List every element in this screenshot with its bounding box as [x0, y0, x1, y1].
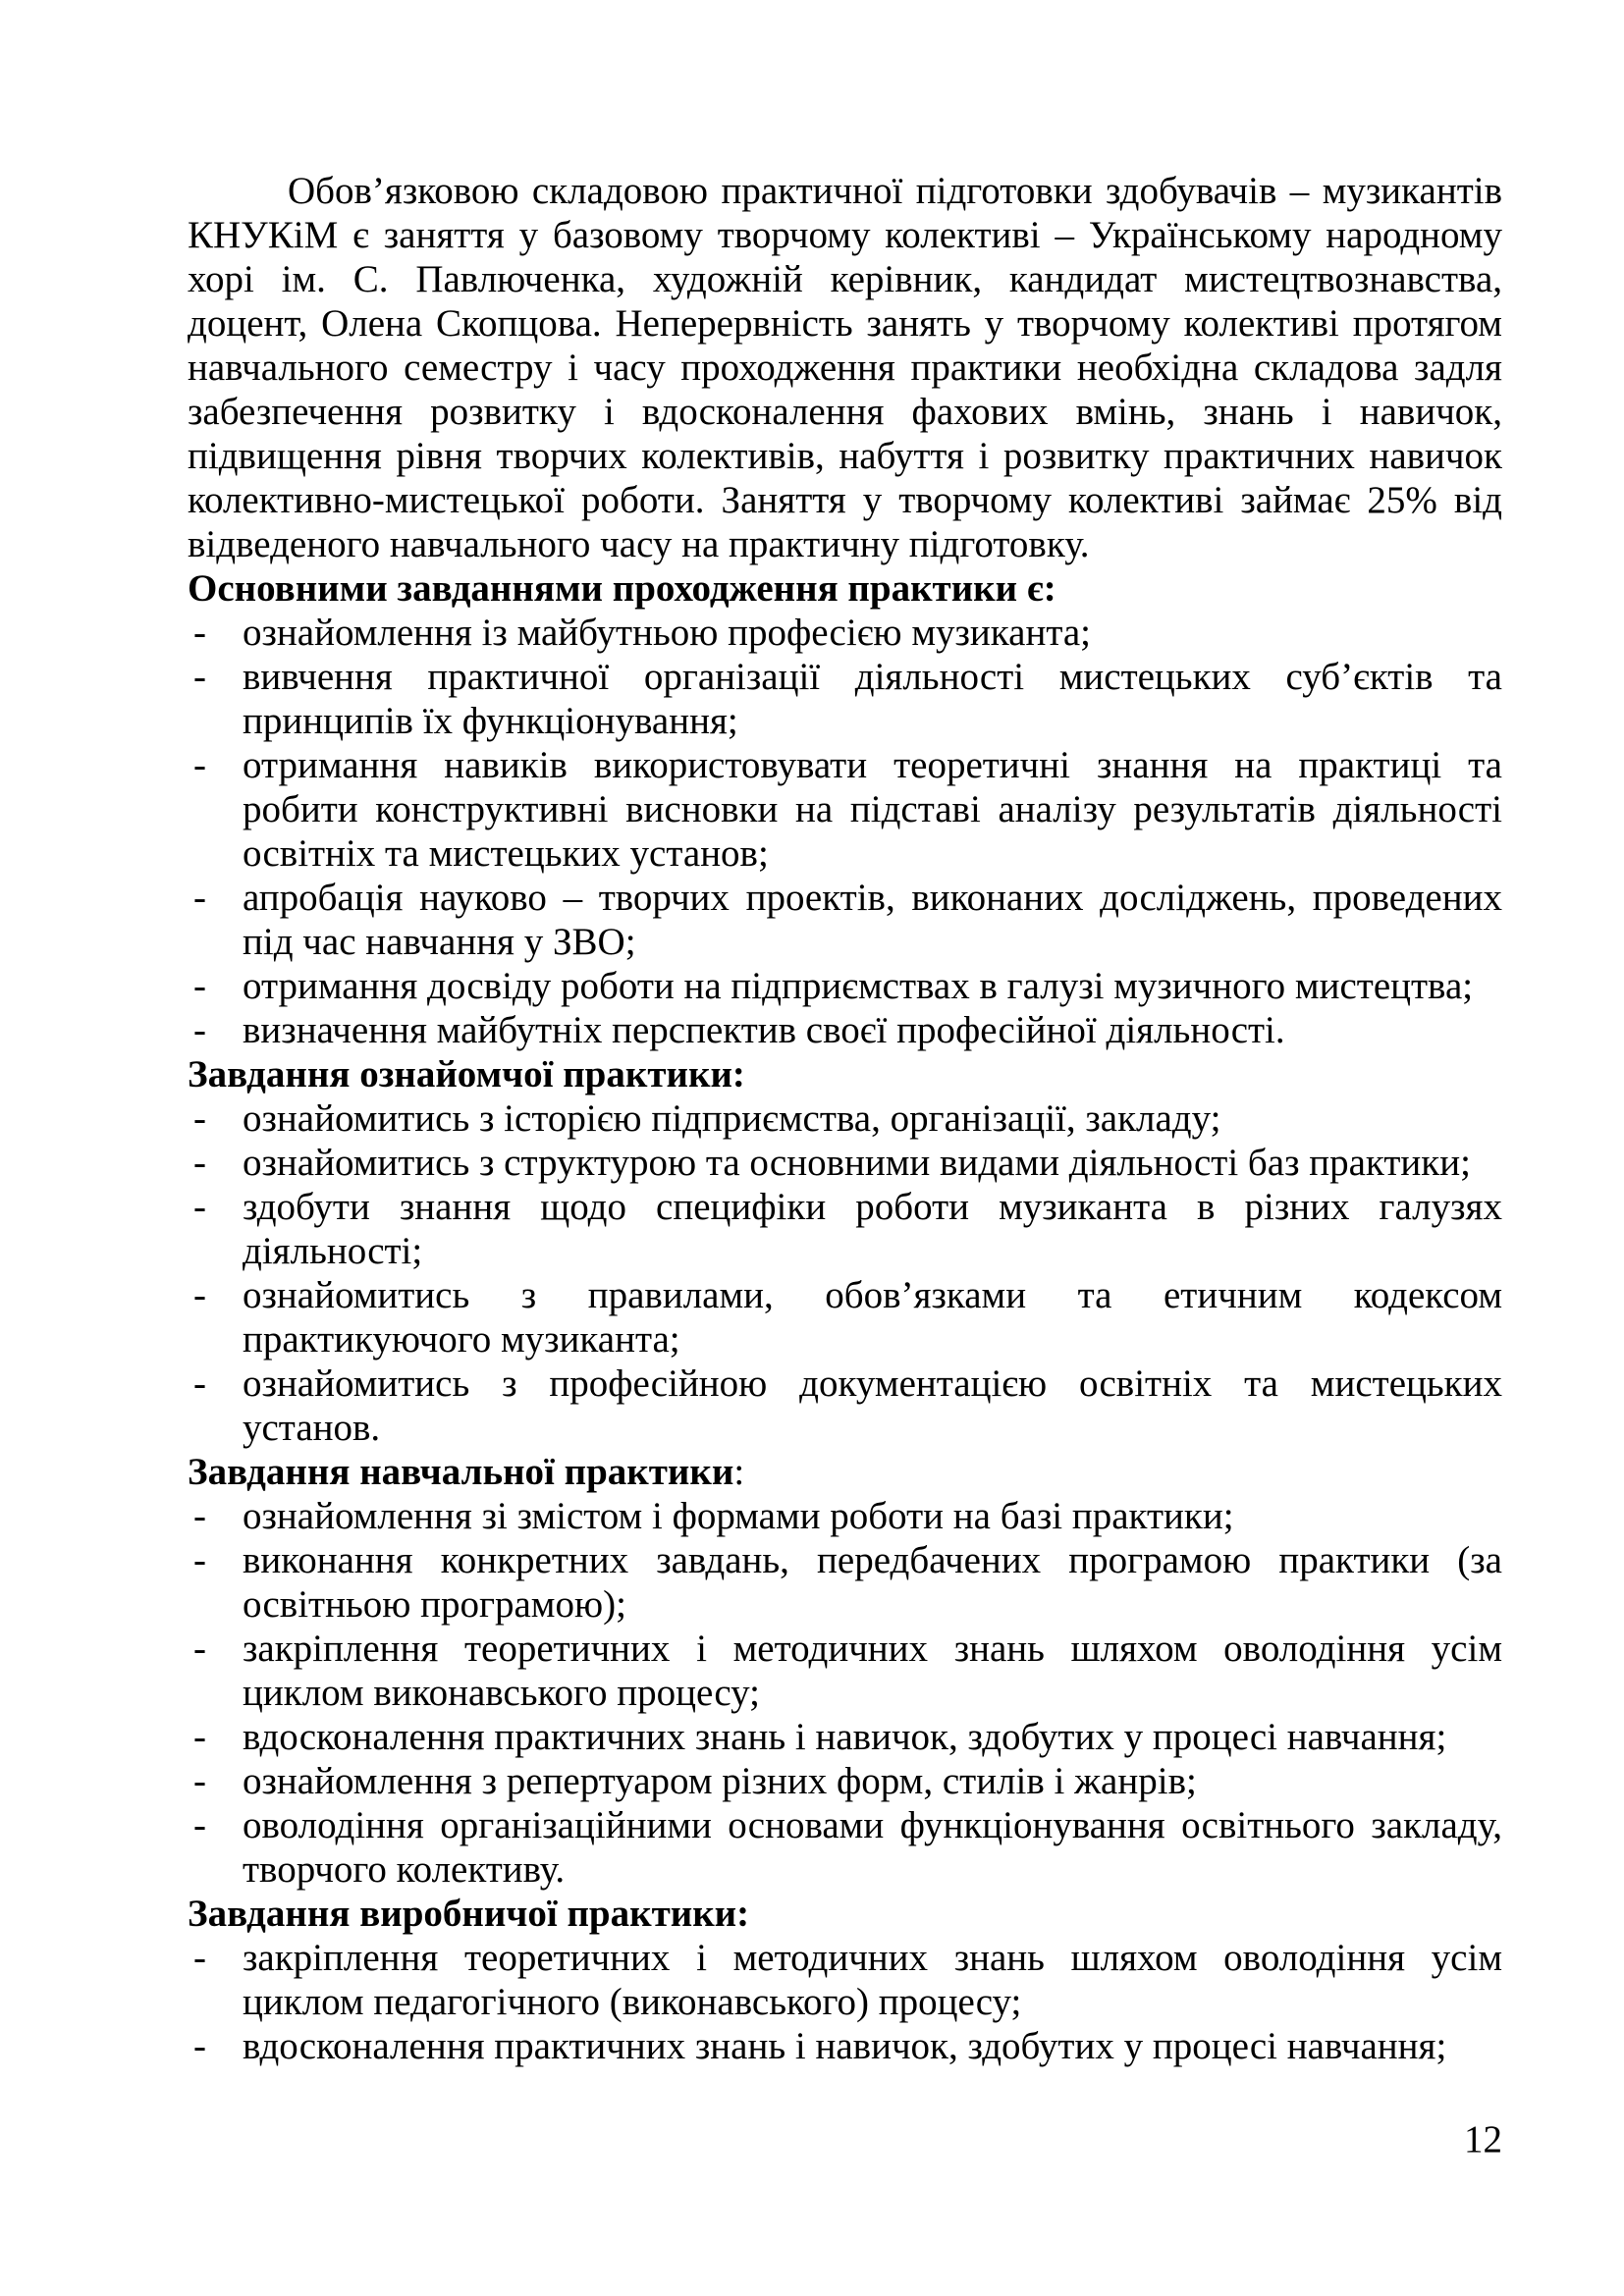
list-item — [188, 1627, 1502, 1715]
list-item — [188, 1803, 1502, 1892]
list-item-text: отримання досвіду роботи на підприємствах в галузі музичного мистецтва; — [243, 965, 1474, 1007]
list-marker: - — [193, 1804, 206, 1846]
list-item — [188, 1494, 1502, 1538]
list-item — [188, 1096, 1502, 1141]
list-item — [188, 743, 1502, 876]
task-list — [188, 1494, 1502, 1892]
list-item — [188, 1185, 1502, 1273]
list-marker: - — [193, 1097, 206, 1140]
list-marker: - — [193, 877, 206, 919]
list-item-text: ознайомлення зі змістом і формами роботи на базі практики; — [243, 1495, 1234, 1537]
section-heading — [188, 1892, 1502, 1936]
list-marker: - — [193, 1362, 206, 1405]
list-item-text: ознайомитись з правилами, обов’язками та етичним кодексом практикуючого музиканта; — [243, 1274, 1502, 1361]
list-item — [188, 611, 1502, 655]
section-heading-text: Завдання навчальної практики — [188, 1451, 734, 1493]
list-marker: - — [193, 1009, 206, 1051]
section-production-practice-tasks — [188, 1892, 1502, 2068]
intro-paragraph: Обов’язковою складовою практичної підготовки здобувачів – музикантів КНУКіМ є заняття у базовому творчому колективі – Українському народному хорі ім. С. Павлюченка, художній керівник, кандидат мистецтвознавства, доцент, Олена Скопцова. Неперервність занять у творчому колективі протягом навчального семестру і часу проходження практики необхідна складова задля забезпечення розвитку і вдосконалення фахових вмінь, знань і навичок, підвищення рівня творчих колективів, набуття і розвитку практичних навичок колективно-мистецької роботи. Заняття у творчому колективі займає 25% від відведеного навчального часу на практичну підготовку. — [188, 170, 1502, 565]
section-heading-text: Завдання виробничої практики: — [188, 1893, 750, 1935]
task-list — [188, 1096, 1502, 1450]
list-item-text: вивчення практичної організації діяльності мистецьких суб’єктів та принципів їх функціонування; — [243, 656, 1502, 742]
list-item-text: закріплення теоретичних і методичних знань шляхом оволодіння усім циклом виконавського процесу; — [243, 1628, 1502, 1714]
list-item — [188, 1759, 1502, 1803]
list-item-text: ознайомитись з історією підприємства, організації, закладу; — [243, 1097, 1221, 1140]
section-educational-practice-tasks — [188, 1450, 1502, 1892]
list-item-text: вдосконалення практичних знань і навичок, здобутих у процесі навчання; — [243, 2025, 1447, 2067]
task-list — [188, 611, 1502, 1052]
list-item-text: ознайомитись з професійною документацією освітніх та мистецьких установ. — [243, 1362, 1502, 1449]
list-marker: - — [193, 1274, 206, 1316]
list-item-text: визначення майбутніх перспектив своєї професійної діяльності. — [243, 1009, 1285, 1051]
section-heading-tail: : — [733, 1451, 745, 1493]
document-page — [188, 169, 1502, 2068]
list-item — [188, 1936, 1502, 2024]
list-item-text: ознайомлення із майбутньою професією музиканта; — [243, 612, 1091, 654]
list-item — [188, 876, 1502, 964]
list-item — [188, 655, 1502, 743]
section-heading — [188, 566, 1502, 611]
list-marker: - — [193, 1539, 206, 1581]
list-item-text: вдосконалення практичних знань і навичок, здобутих у процесі навчання; — [243, 1716, 1447, 1758]
list-item — [188, 1715, 1502, 1759]
list-marker: - — [193, 612, 206, 654]
list-marker: - — [193, 1937, 206, 1979]
list-item — [188, 964, 1502, 1008]
list-marker: - — [193, 656, 206, 698]
list-marker: - — [193, 1716, 206, 1758]
list-marker: - — [193, 1186, 206, 1228]
list-item-text: апробація науково – творчих проектів, виконаних досліджень, проведених під час навчання у ЗВО; — [243, 877, 1502, 963]
list-marker: - — [193, 965, 206, 1007]
list-marker: - — [193, 1760, 206, 1802]
list-item — [188, 1538, 1502, 1627]
list-item-text: здобути знання щодо специфіки роботи музиканта в різних галузях діяльності; — [243, 1186, 1502, 1272]
list-item — [188, 1008, 1502, 1052]
list-item — [188, 1141, 1502, 1185]
task-list — [188, 1936, 1502, 2068]
section-heading — [188, 1052, 1502, 1096]
list-marker: - — [193, 1142, 206, 1184]
list-marker: - — [193, 744, 206, 786]
list-item — [188, 1362, 1502, 1450]
list-marker: - — [193, 1628, 206, 1670]
list-marker: - — [193, 1495, 206, 1537]
list-item — [188, 1273, 1502, 1362]
section-heading-text: Основними завданнями проходження практики є: — [188, 567, 1056, 610]
list-item — [188, 2024, 1502, 2068]
section-main-practice-tasks — [188, 566, 1502, 1052]
list-item-text: отримання навиків використовувати теоретичні знання на практиці та робити конструктивні висновки на підставі аналізу результатів діяльності освітніх та мистецьких установ; — [243, 744, 1502, 875]
list-item-text: оволодіння організаційними основами функціонування освітнього закладу, творчого колективу. — [243, 1804, 1502, 1891]
section-observation-practice-tasks — [188, 1052, 1502, 1450]
list-item-text: ознайомитись з структурою та основними видами діяльності баз практики; — [243, 1142, 1471, 1184]
list-item-text: ознайомлення з репертуаром різних форм, стилів і жанрів; — [243, 1760, 1197, 1802]
page-number: 12 — [1464, 2118, 1502, 2161]
section-heading — [188, 1450, 1502, 1494]
list-item-text: виконання конкретних завдань, передбачених програмою практики (за освітньою програмою); — [243, 1539, 1502, 1626]
list-item-text: закріплення теоретичних і методичних знань шляхом оволодіння усім циклом педагогічного (виконавського) процесу; — [243, 1937, 1502, 2023]
list-marker: - — [193, 2025, 206, 2067]
section-heading-text: Завдання ознайомчої практики: — [188, 1053, 745, 1095]
